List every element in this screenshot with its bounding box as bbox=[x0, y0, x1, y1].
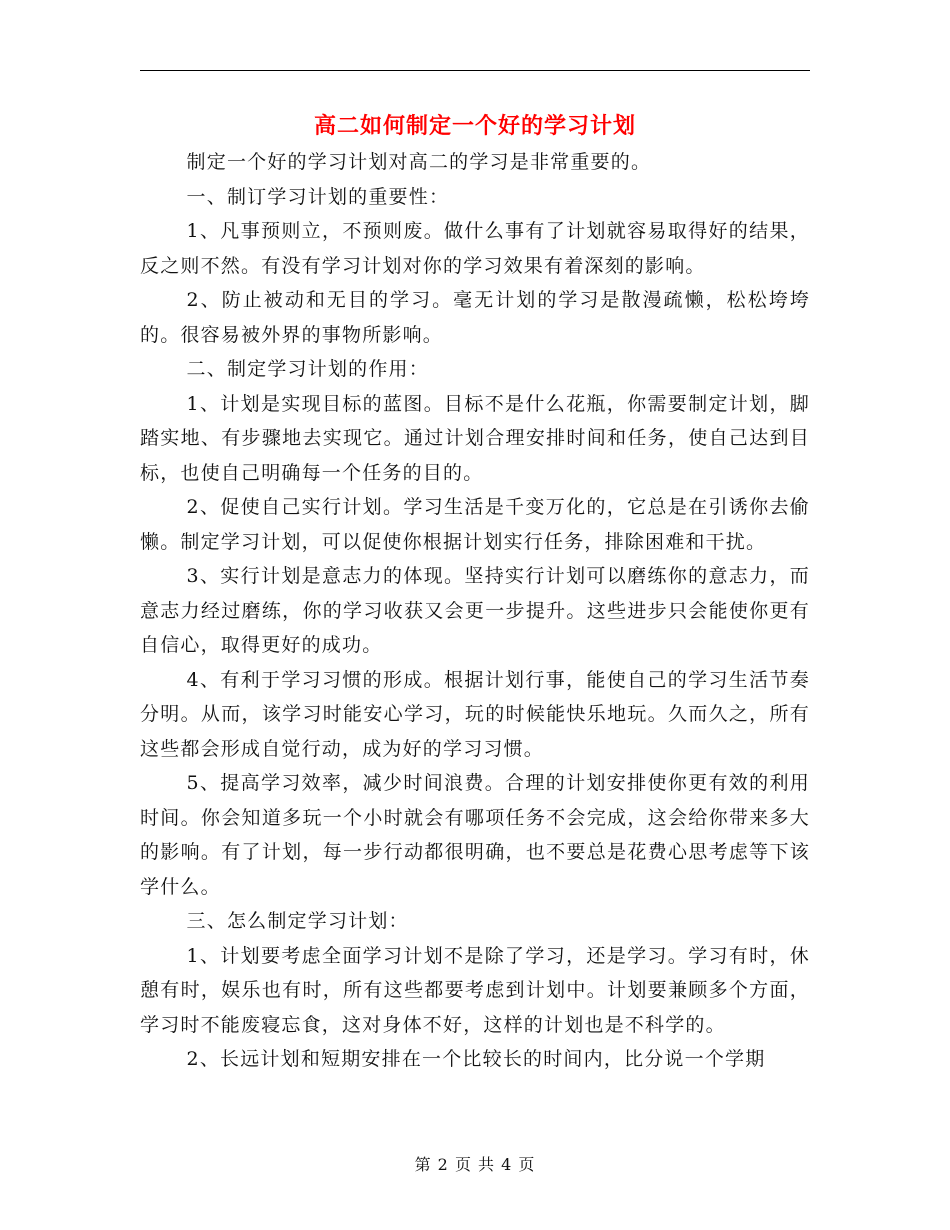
paragraph: 2、促使自己实行计划。学习生活是千变万化的，它总是在引诱你去偷懒。制定学习计划，可以促使你根据计划实行任务，排除困难和干扰。 bbox=[140, 496, 810, 553]
document-title: 高二如何制定一个好的学习计划 bbox=[313, 113, 636, 139]
paragraph: 2、长远计划和短期安排在一个比较长的时间内，比分说一个学期 bbox=[186, 1048, 766, 1070]
header-rule bbox=[140, 70, 810, 71]
document-body bbox=[140, 145, 810, 1077]
paragraph: 3、实行计划是意志力的体现。坚持实行计划可以磨练你的意志力，而意志力经过磨练，你的学习收获又会更一步提升。这些进步只会能使你更有自信心，取得更好的成功。 bbox=[140, 565, 810, 656]
paragraph: 1、计划是实现目标的蓝图。目标不是什么花瓶，你需要制定计划，脚踏实地、有步骤地去实现它。通过计划合理安排时间和任务，使自己达到目标，也使自己明确每一个任务的目的。 bbox=[140, 392, 810, 484]
page-number-label: 第 2 页 共 4 页 bbox=[414, 1155, 536, 1174]
paragraph: 2、防止被动和无目的学习。毫无计划的学习是散漫疏懒，松松垮垮的。很容易被外界的事物所影响。 bbox=[140, 289, 810, 346]
paragraph: 4、有利于学习习惯的形成。根据计划行事，能使自己的学习生活节奏分明。从而，该学习时能安心学习，玩的时候能快乐地玩。久而久之，所有这些都会形成自觉行动，成为好的学习习惯。 bbox=[140, 668, 810, 760]
section-heading-1: 一、制订学习计划的重要性： bbox=[186, 185, 450, 208]
section-heading-2: 二、制定学习计划的作用： bbox=[186, 358, 429, 380]
paragraph: 5、提高学习效率，减少时间浪费。合理的计划安排使你更有效的利用时间。你会知道多玩一个小时就会有哪项任务不会完成，这会给你带来多大的影响。有了计划，每一步行动都很明确，也不要总是花费心思考虑等下该学什么。 bbox=[140, 772, 810, 898]
paragraph: 1、凡事预则立，不预则废。做什么事有了计划就容易取得好的结果，反之则不然。有没有学习计划对你的学习效果有着深刻的影响。 bbox=[140, 220, 810, 277]
section-heading-3: 三、怎么制定学习计划： bbox=[186, 910, 409, 932]
page-footer bbox=[0, 1153, 950, 1177]
paragraph-intro: 制定一个好的学习计划对高二的学习是非常重要的。 bbox=[186, 151, 652, 173]
paragraph: 1、计划要考虑全面学习计划不是除了学习，还是学习。学习有时，休憩有时，娱乐也有时，所有这些都要考虑到计划中。计划要兼顾多个方面，学习时不能废寝忘食，这对身体不好，这样的计划也是不科学的。 bbox=[140, 944, 810, 1036]
